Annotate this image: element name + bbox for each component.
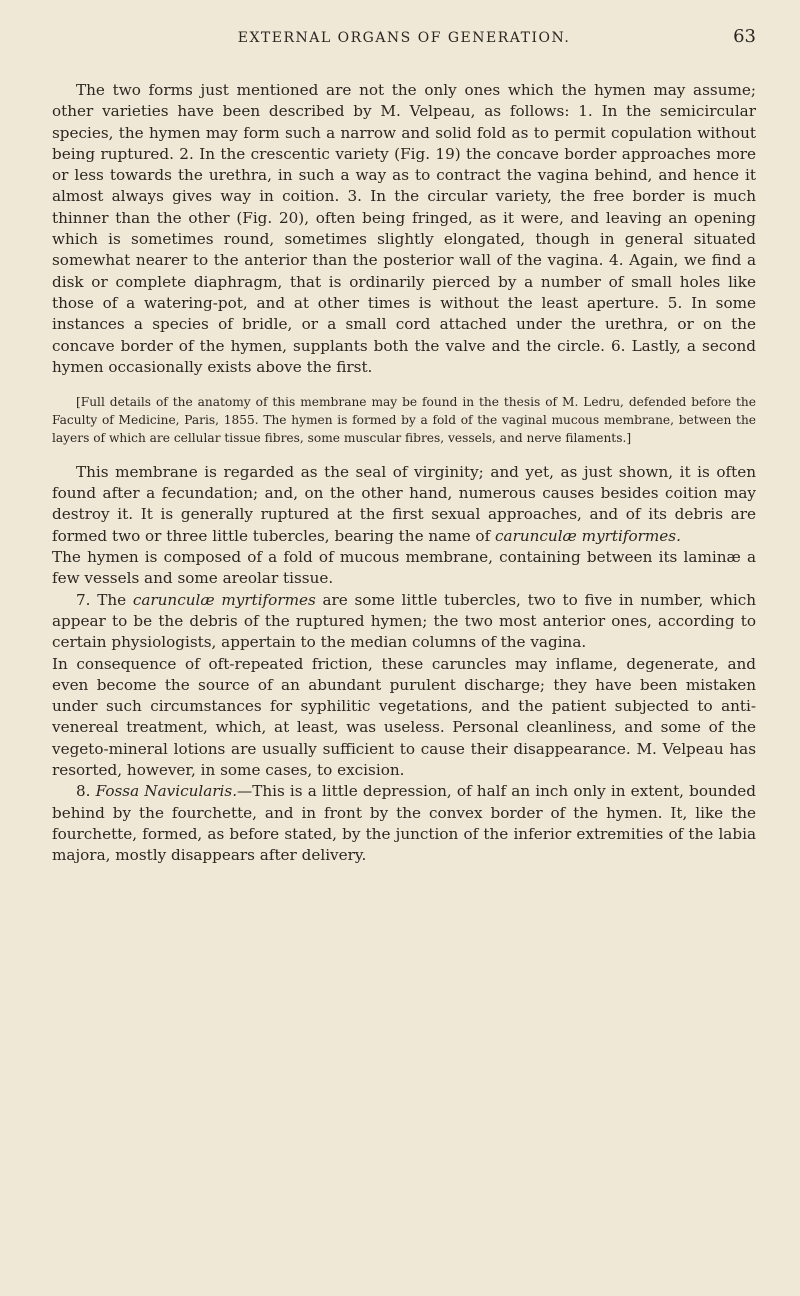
paragraph-text: are some little tubercles, two to five in number, which appear to be the debris of the ruptured hymen; the two most anterior ones, according to certain physiologists, appertain to the median columns of the vagina. (52, 590, 756, 652)
paragraph-seal-of-virginity (52, 462, 756, 547)
page-header (52, 26, 756, 60)
italic-term: Fossa Navicularis. (95, 782, 238, 801)
book-page (52, 26, 756, 867)
paragraph-fossa-navicularis (52, 781, 756, 866)
italic-term: carunculæ myrtiformes. (495, 526, 681, 545)
paragraph-carunculae (52, 590, 756, 654)
italic-term: carunculæ myrtiformes (132, 590, 316, 609)
paragraph-caruncle-inflammation: In consequence of oft-repeated friction, these caruncles may inflame, degenerate, and even become the source of an abundant purulent discharge; they have been mistaken under such circumstances for syphilitic vegetations, and the patient subjected to anti-venereal treatment, which, at least, was useless. Personal cleanliness, and some of the vegeto-mineral lotions are usually sufficient to cause their disappearance. M. Velpeau has resorted, however, in some cases, to excision. (52, 654, 756, 780)
paragraph-text: —This is a little depression, of half an inch only in extent, bounded behind by the fourchette, and in front by the convex border of the hymen. It, like the fourchette, formed, as before stated, by the junction of the inferior extremities of the labia majora, mostly disappears after delivery. (52, 782, 757, 865)
paragraph-text: This membrane is regarded as the seal of virginity; and yet, as just shown, it is often found after a fecundation; and, on the other hand, numerous causes besides coition may destroy it. It is generally ruptured at the first sexual approaches, and of its debris are formed two or three little tubercles, bearing the name of (52, 462, 756, 545)
paragraph-hymen-composition: The hymen is composed of a fold of mucous membrane, containing between its laminæ a few vessels and some areolar tissue. (52, 548, 756, 588)
running-head: EXTERNAL ORGANS OF GENERATION. (237, 30, 571, 46)
paragraph-text: 8. (76, 782, 96, 801)
page-number: 63 (733, 26, 756, 47)
editor-note: [Full details of the anatomy of this membrane may be found in the thesis of M. Ledru, defended before the Faculty of Medicine, Paris, 1855. The hymen is formed by a fold of the vaginal mucous membrane, between the layers of which are cellular tissue fibres, some muscular fibres, vessels, and nerve filaments.] (52, 395, 756, 445)
paragraph-hymen-varieties: The two forms just mentioned are not the only ones which the hymen may assume; other varieties have been described by M. Velpeau, as follows: 1. In the semicircular species, the hymen may form such a narrow and solid fold as to permit copulation without being ruptured. 2. In the crescentic variety (Fig. 19) the concave border approaches more or less towards the urethra, in such a way as to contract the vagina behind, and hence it almost always gives way in coition. 3. In the circular variety, the free border is much thinner than the other (Fig. 20), often being fringed, as it were, and leaving an opening which is sometimes round, sometimes slightly elongated, though in general situated somewhat nearer to the anterior than the posterior wall of the vagina. 4. Again, we find a disk or complete diaphragm, that is ordinarily pierced by a number of small holes like those of a watering-pot, and at other times is without the least aperture. 5. In some instances a species of bridle, or a small cord attached under the urethra, or on the concave border of the hymen, supplants both the valve and the circle. 6. Lastly, a second hymen occasionally exists above the first. (52, 81, 756, 376)
paragraph-text: 7. The (76, 590, 133, 609)
